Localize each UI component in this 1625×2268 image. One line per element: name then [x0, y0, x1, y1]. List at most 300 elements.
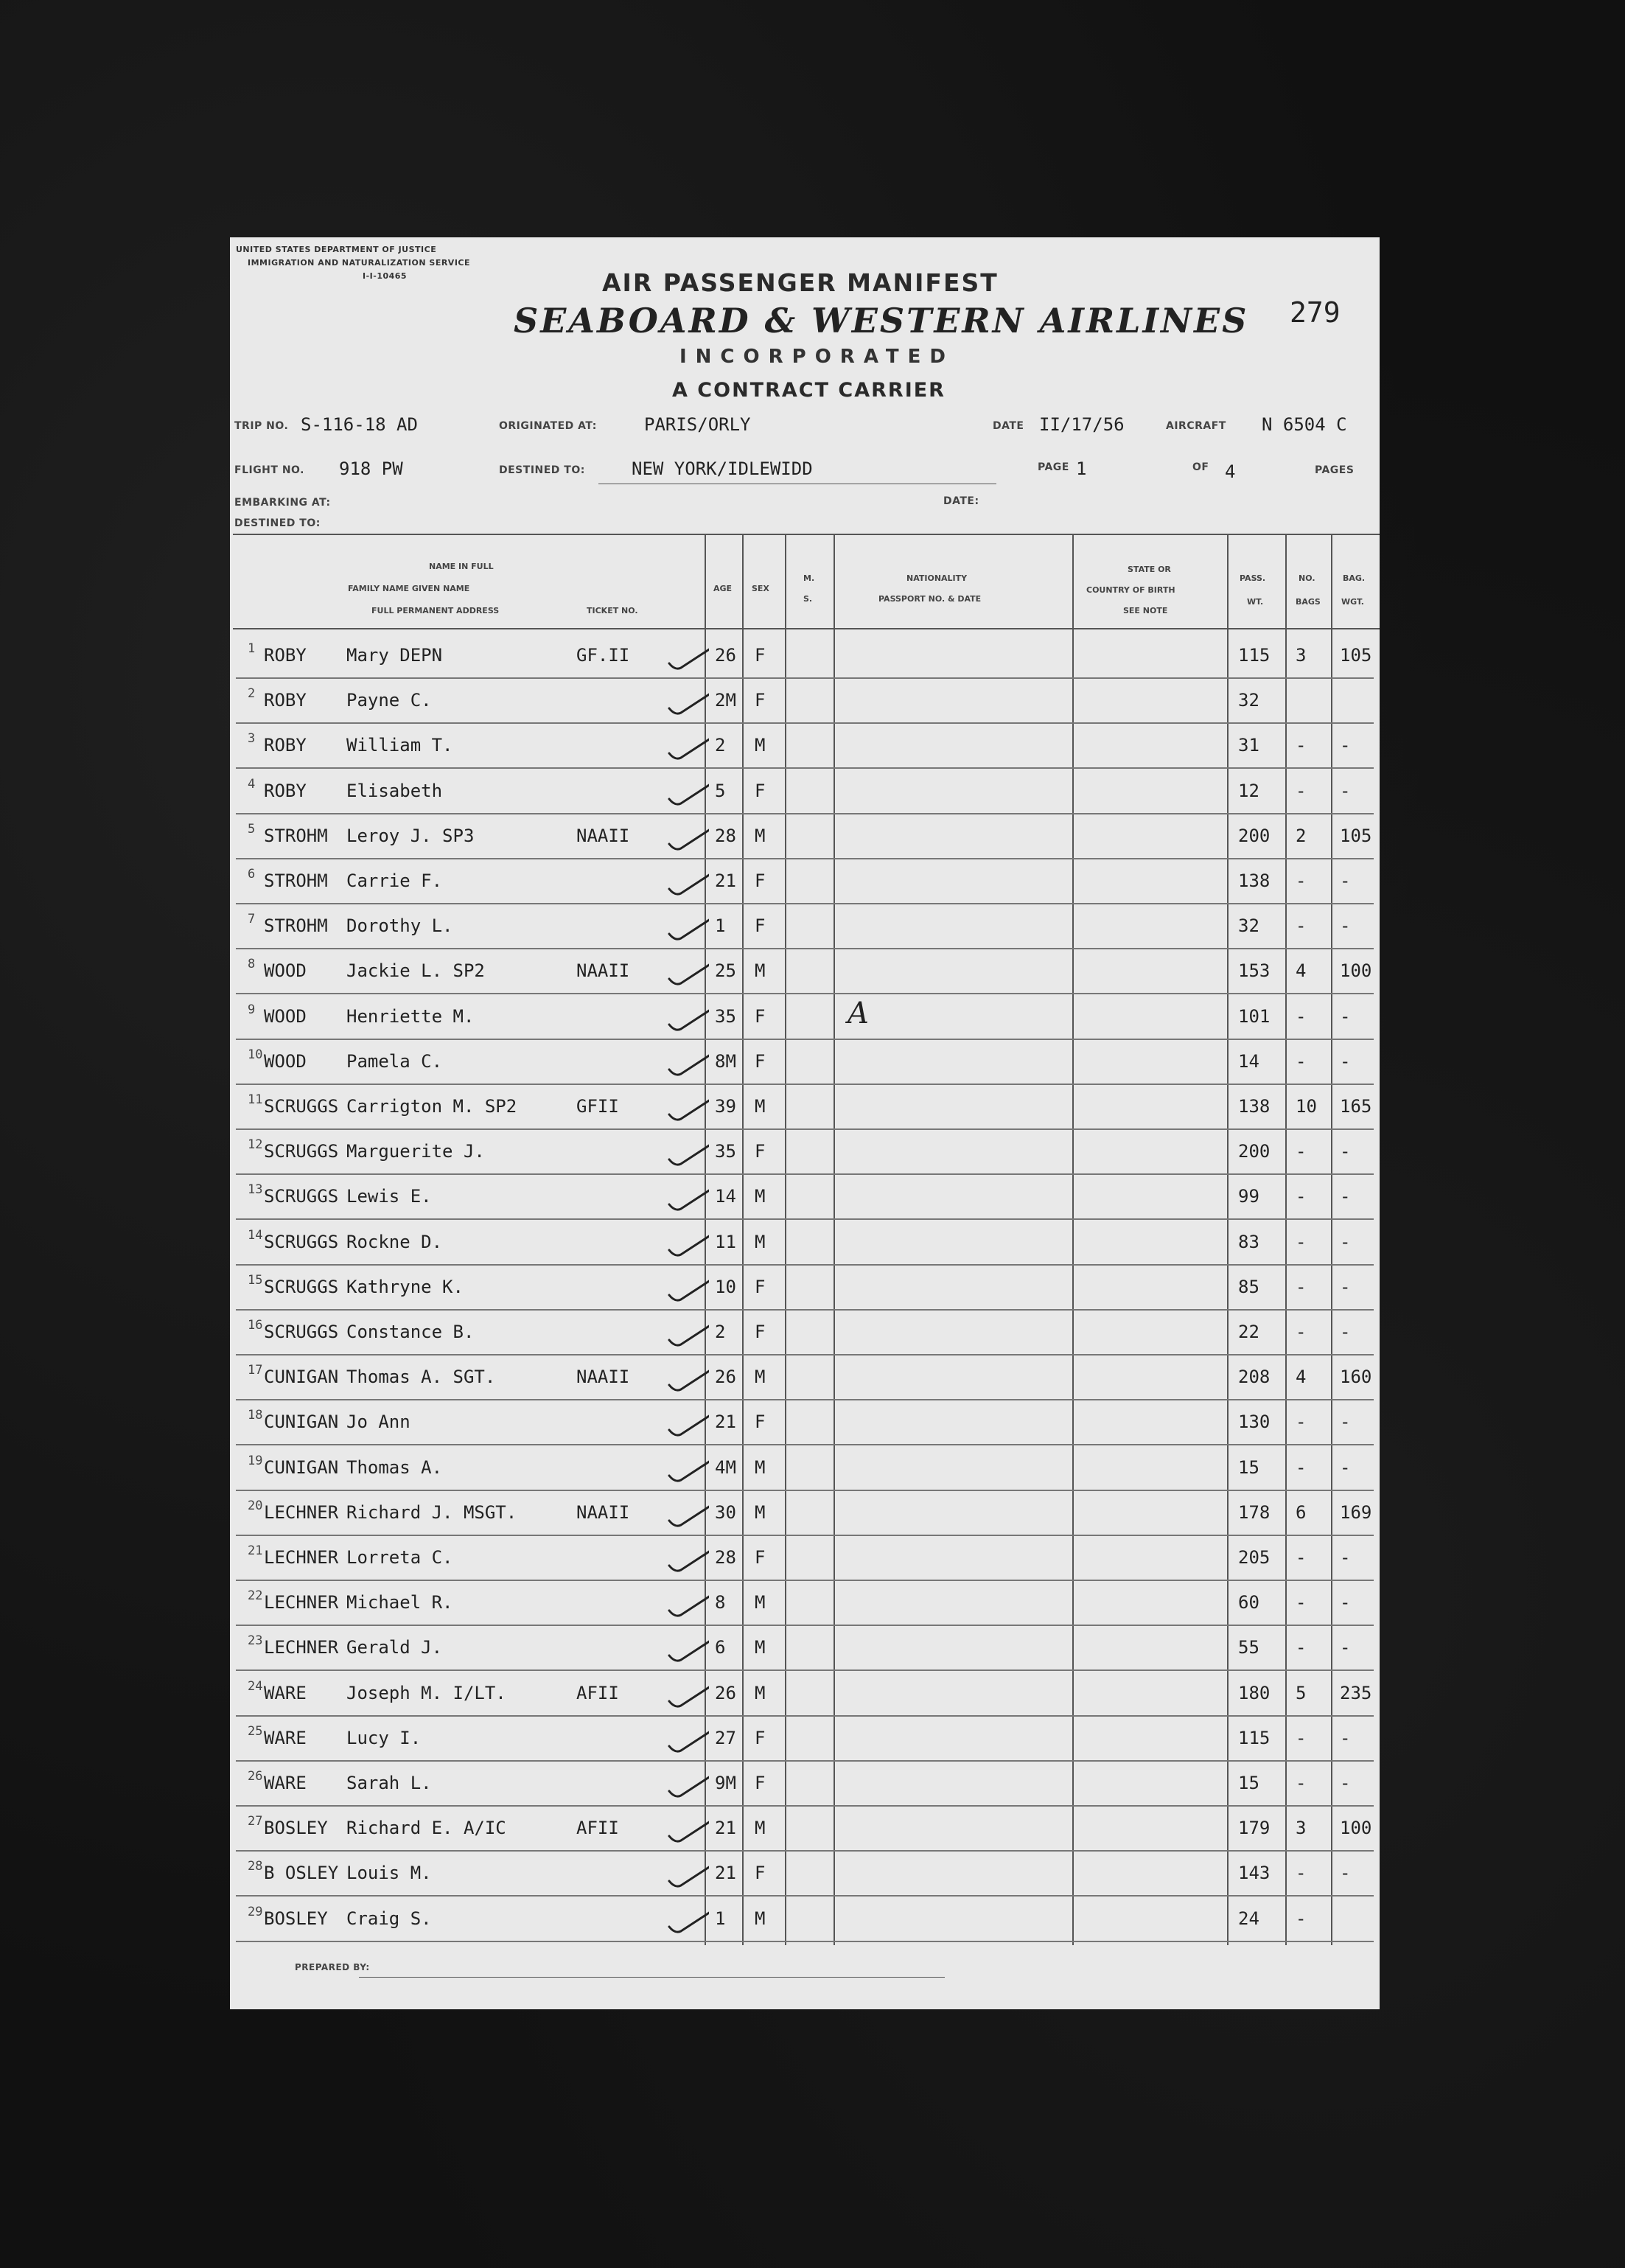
row-number: 14: [248, 1227, 263, 1243]
given-name: Dorothy L.: [346, 915, 453, 937]
check-mark-icon: [665, 1676, 709, 1713]
pass-wt-value: 24: [1238, 1908, 1259, 1929]
sex-value: F: [755, 1412, 766, 1433]
age-value: 39: [715, 1096, 736, 1117]
age-value: 35: [715, 1005, 736, 1027]
pages-label: PAGES: [1315, 464, 1355, 476]
bag-wt-value: -: [1340, 1231, 1351, 1252]
pass-wt-value: 143: [1238, 1863, 1271, 1884]
table-row: [230, 1175, 1380, 1220]
given-name: Sarah L.: [346, 1773, 432, 1793]
bags-value: -: [1296, 1456, 1307, 1478]
given-name: Pamela C.: [346, 1050, 443, 1072]
check-mark-icon: [665, 1134, 709, 1171]
sex-value: M: [755, 1231, 766, 1252]
destined2-label: DESTINED TO:: [234, 517, 321, 529]
family-name: CUNIGAN: [264, 1367, 339, 1388]
trip-label: TRIP NO.: [234, 420, 289, 432]
check-mark-icon: [665, 1721, 709, 1758]
row-number: 5: [248, 821, 256, 837]
age-value: 1: [715, 1908, 726, 1929]
family-name: SCRUGGS: [264, 1096, 339, 1117]
check-mark-icon: [665, 1044, 709, 1081]
bags-value: -: [1296, 1005, 1307, 1027]
family-name: CUNIGAN: [264, 1456, 339, 1478]
manifest-sheet: [230, 237, 1380, 2009]
check-mark-icon: [665, 1179, 709, 1216]
age-value: 10: [715, 1276, 736, 1297]
family-name: STROHM: [264, 915, 328, 937]
row-number: 1: [248, 641, 256, 656]
age-value: 8M: [715, 1050, 736, 1072]
bags-value: -: [1296, 1412, 1307, 1433]
age-value: 2: [715, 1322, 726, 1342]
age-value: 21: [715, 870, 736, 891]
bag-wt-value: -: [1340, 915, 1351, 937]
given-name: Carrigton M. SP2: [346, 1096, 517, 1117]
bag-wt-value: 105: [1340, 825, 1372, 846]
family-name: STROHM: [264, 825, 328, 846]
table-row: [230, 1130, 1380, 1175]
family-name: SCRUGGS: [264, 1231, 339, 1252]
pass-wt-value: 15: [1238, 1773, 1259, 1793]
check-mark-icon: [665, 1405, 709, 1442]
table-row: [230, 634, 1380, 679]
bags-value: -: [1296, 870, 1307, 891]
age-value: 1: [715, 915, 726, 937]
ticket-class: GF.II: [576, 645, 630, 666]
check-mark-icon: [665, 1225, 709, 1262]
table-row: [230, 770, 1380, 814]
sex-value: M: [755, 1682, 766, 1703]
bags-value: 2: [1296, 825, 1307, 846]
table-row: [230, 1085, 1380, 1130]
header-bottom-rule: [233, 534, 1380, 535]
check-mark-icon: [665, 954, 709, 991]
given-name: Michael R.: [346, 1592, 453, 1613]
given-name: Thomas A.: [346, 1456, 443, 1478]
col-state-line2: COUNTRY OF BIRTH: [1086, 585, 1175, 595]
age-value: 11: [715, 1231, 736, 1252]
row-number: 6: [248, 867, 256, 882]
pass-wt-value: 99: [1238, 1186, 1259, 1207]
row-number: 27: [248, 1814, 263, 1829]
bag-wt-value: -: [1340, 1005, 1351, 1027]
table-row: [230, 904, 1380, 949]
given-name: Lewis E.: [346, 1186, 432, 1207]
check-mark-icon: [665, 864, 709, 901]
sex-value: M: [755, 735, 766, 756]
of-label: OF: [1192, 461, 1209, 473]
col-ms-line2: S.: [803, 594, 813, 604]
given-name: Henriette M.: [346, 1005, 475, 1027]
check-mark-icon: [665, 999, 709, 1036]
family-name: ROBY: [264, 780, 307, 801]
bags-value: 3: [1296, 1818, 1307, 1839]
contract-carrier-label: A CONTRACT CARRIER: [672, 379, 946, 402]
sex-value: F: [755, 915, 766, 937]
ticket-class: NAAII: [576, 1367, 630, 1388]
sex-value: M: [755, 1456, 766, 1478]
bags-value: -: [1296, 1773, 1307, 1793]
bags-value: 4: [1296, 960, 1307, 982]
bag-wt-value: -: [1340, 1592, 1351, 1613]
ticket-class: AFII: [576, 1682, 619, 1703]
col-ticket: TICKET NO.: [587, 606, 638, 615]
age-value: 8: [715, 1592, 726, 1613]
manifest-title: AIR PASSENGER MANIFEST: [602, 268, 999, 297]
row-number: 22: [248, 1588, 263, 1604]
family-name: BOSLEY: [264, 1818, 328, 1839]
row-number: 8: [248, 957, 256, 972]
row-number: 4: [248, 776, 256, 792]
ticket-class: NAAII: [576, 960, 630, 982]
of-value: 4: [1225, 461, 1236, 482]
pass-wt-value: 138: [1238, 870, 1271, 891]
check-mark-icon: [665, 1585, 709, 1622]
sex-value: M: [755, 960, 766, 982]
check-mark-icon: [665, 1630, 709, 1667]
pass-wt-value: 31: [1238, 735, 1259, 756]
page-label: PAGE: [1038, 461, 1069, 473]
bag-wt-value: -: [1340, 1727, 1351, 1748]
check-mark-icon: [665, 1856, 709, 1893]
age-value: 25: [715, 960, 736, 982]
given-name: Rockne D.: [346, 1231, 443, 1252]
check-mark-icon: [665, 1766, 709, 1803]
ticket-class: GFII: [576, 1096, 619, 1117]
prepared-by-line: [359, 1977, 945, 1978]
table-row: [230, 1852, 1380, 1897]
table-row: [230, 859, 1380, 904]
row-number: 3: [248, 731, 256, 747]
sex-value: F: [755, 1050, 766, 1072]
row-number: 23: [248, 1633, 263, 1649]
given-name: Kathryne K.: [346, 1276, 464, 1297]
given-name: Craig S.: [346, 1908, 432, 1929]
pass-wt-value: 208: [1238, 1367, 1271, 1388]
bag-wt-value: -: [1340, 1412, 1351, 1433]
col-ms-line1: M.: [803, 573, 815, 583]
bags-value: 3: [1296, 645, 1307, 666]
family-name: WOOD: [264, 1005, 307, 1027]
age-value: 35: [715, 1141, 736, 1162]
family-name: LECHNER: [264, 1637, 339, 1658]
bags-value: 5: [1296, 1682, 1307, 1703]
table-row: [230, 1221, 1380, 1266]
col-name-line2: FAMILY NAME GIVEN NAME: [348, 584, 470, 593]
bag-wt-value: -: [1340, 1050, 1351, 1072]
sex-value: F: [755, 645, 766, 666]
pass-wt-value: 138: [1238, 1096, 1271, 1117]
sex-value: F: [755, 690, 766, 711]
bag-wt-value: -: [1340, 1276, 1351, 1297]
family-name: LECHNER: [264, 1592, 339, 1613]
col-wt-line1: PASS.: [1240, 573, 1266, 583]
given-name: William T.: [346, 735, 453, 756]
row-number: 17: [248, 1363, 263, 1378]
pass-wt-value: 153: [1238, 960, 1271, 982]
date-label: DATE: [993, 420, 1024, 432]
aircraft-label: AIRCRAFT: [1166, 420, 1226, 432]
origin-label: ORIGINATED AT:: [499, 420, 597, 432]
check-mark-icon: [665, 1360, 709, 1397]
row-number: 28: [248, 1859, 263, 1874]
family-name: BOSLEY: [264, 1908, 328, 1929]
table-row: [230, 1762, 1380, 1807]
pass-wt-value: 85: [1238, 1276, 1259, 1297]
pass-wt-value: 180: [1238, 1682, 1271, 1703]
family-name: CUNIGAN: [264, 1412, 339, 1433]
col-bags-line2: BAGS: [1296, 597, 1321, 607]
pass-wt-value: 115: [1238, 645, 1271, 666]
flight-label: FLIGHT NO.: [234, 464, 304, 476]
row-number: 2: [248, 686, 256, 702]
sex-value: M: [755, 825, 766, 846]
table-row: [230, 1717, 1380, 1762]
sex-value: M: [755, 1592, 766, 1613]
row-number: 20: [248, 1498, 263, 1513]
bags-value: -: [1296, 1727, 1307, 1748]
age-value: 30: [715, 1501, 736, 1523]
row-number: 18: [248, 1408, 263, 1423]
age-value: 6: [715, 1637, 726, 1658]
sex-value: M: [755, 1501, 766, 1523]
bag-wt-value: -: [1340, 1863, 1351, 1884]
family-name: SCRUGGS: [264, 1186, 339, 1207]
table-row: [230, 1536, 1380, 1581]
bags-value: -: [1296, 1322, 1307, 1342]
bag-wt-value: 100: [1340, 1818, 1372, 1839]
table-row: [230, 1672, 1380, 1717]
pass-wt-value: 101: [1238, 1005, 1271, 1027]
given-name: Payne C.: [346, 690, 432, 711]
given-name: Carrie F.: [346, 870, 443, 891]
row-number: 24: [248, 1678, 263, 1694]
given-name: Thomas A. SGT.: [346, 1367, 496, 1388]
table-row: [230, 995, 1380, 1040]
sex-value: F: [755, 1005, 766, 1027]
embark-date-label: DATE:: [943, 495, 979, 507]
sex-value: M: [755, 1186, 766, 1207]
age-value: 4M: [715, 1456, 736, 1478]
sex-value: F: [755, 1773, 766, 1793]
bags-value: -: [1296, 1592, 1307, 1613]
bags-value: -: [1296, 780, 1307, 801]
table-row: [230, 1040, 1380, 1085]
check-mark-icon: [665, 1270, 709, 1307]
table-row: [230, 1807, 1380, 1852]
sex-value: M: [755, 1637, 766, 1658]
origin-value: PARIS/ORLY: [644, 414, 751, 435]
family-name: SCRUGGS: [264, 1141, 339, 1162]
row-number: 15: [248, 1272, 263, 1288]
pass-wt-value: 12: [1238, 780, 1259, 801]
row-number: 26: [248, 1769, 263, 1784]
given-name: Louis M.: [346, 1863, 432, 1884]
given-name: Richard E. A/IC: [346, 1818, 506, 1839]
sex-value: F: [755, 1727, 766, 1748]
col-sex: SEX: [752, 584, 769, 593]
pass-wt-value: 14: [1238, 1050, 1259, 1072]
page-value: 1: [1076, 458, 1087, 479]
check-mark-icon: [665, 638, 709, 675]
pass-wt-value: 15: [1238, 1456, 1259, 1478]
family-name: WARE: [264, 1682, 307, 1703]
family-name: LECHNER: [264, 1501, 339, 1523]
pass-wt-value: 178: [1238, 1501, 1271, 1523]
given-name: Mary DEPN: [346, 645, 443, 666]
given-name: Constance B.: [346, 1322, 475, 1342]
bag-wt-value: -: [1340, 1456, 1351, 1478]
bag-wt-value: -: [1340, 1322, 1351, 1342]
embarking-label: EMBARKING AT:: [234, 497, 331, 509]
pass-wt-value: 83: [1238, 1231, 1259, 1252]
bags-value: -: [1296, 1186, 1307, 1207]
sex-value: M: [755, 1818, 766, 1839]
col-nat-line1: NATIONALITY: [906, 573, 968, 583]
given-name: Leroy J. SP3: [346, 825, 475, 846]
table-row: [230, 1400, 1380, 1445]
pass-wt-value: 130: [1238, 1412, 1271, 1433]
family-name: WOOD: [264, 960, 307, 982]
bag-wt-value: -: [1340, 735, 1351, 756]
table-row: [230, 814, 1380, 859]
bags-value: -: [1296, 1863, 1307, 1884]
form-id-line3: I-I-10465: [363, 271, 408, 281]
row-number: 19: [248, 1453, 263, 1468]
age-value: 21: [715, 1412, 736, 1433]
row-number: 21: [248, 1543, 263, 1558]
age-value: 21: [715, 1818, 736, 1839]
age-value: 26: [715, 1682, 736, 1703]
bags-value: 4: [1296, 1367, 1307, 1388]
col-wt-line2: WT.: [1247, 597, 1264, 607]
given-name: Lorreta C.: [346, 1547, 453, 1568]
row-number: 29: [248, 1904, 263, 1919]
table-row: [230, 1581, 1380, 1626]
given-name: Richard J. MSGT.: [346, 1501, 517, 1523]
pass-wt-value: 115: [1238, 1727, 1271, 1748]
airline-name: SEABOARD & WESTERN AIRLINES: [514, 301, 1249, 341]
age-value: 2M: [715, 690, 736, 711]
sex-value: M: [755, 1908, 766, 1929]
ticket-class: AFII: [576, 1818, 619, 1839]
row-number: 12: [248, 1137, 263, 1153]
sex-value: M: [755, 1096, 766, 1117]
col-bagwt-line2: WGT.: [1341, 597, 1364, 607]
check-mark-icon: [665, 774, 709, 811]
pass-wt-value: 179: [1238, 1818, 1271, 1839]
row-number: 10: [248, 1047, 263, 1062]
col-state-line3: SEE NOTE: [1123, 606, 1168, 615]
given-name: Joseph M. I/LT.: [346, 1682, 506, 1703]
check-mark-icon: [665, 683, 709, 720]
date-value: II/17/56: [1039, 414, 1125, 435]
bag-wt-value: 100: [1340, 960, 1372, 982]
family-name: LECHNER: [264, 1547, 339, 1568]
row-number: 11: [248, 1092, 263, 1107]
bags-value: -: [1296, 1141, 1307, 1162]
age-value: 5: [715, 780, 726, 801]
age-value: 2: [715, 735, 726, 756]
given-name: Marguerite J.: [346, 1141, 485, 1162]
given-name: Jo Ann: [346, 1412, 410, 1433]
pass-wt-value: 200: [1238, 825, 1271, 846]
age-value: 21: [715, 1863, 736, 1884]
row-number: 13: [248, 1182, 263, 1198]
bag-wt-value: -: [1340, 1773, 1351, 1793]
bag-wt-value: -: [1340, 1186, 1351, 1207]
age-value: 28: [715, 825, 736, 846]
check-mark-icon: [665, 728, 709, 765]
row-number: 16: [248, 1318, 263, 1333]
bag-wt-value: 169: [1340, 1501, 1372, 1523]
check-mark-icon: [665, 1541, 709, 1577]
check-mark-icon: [665, 1902, 709, 1939]
col-state-line1: STATE OR: [1128, 565, 1171, 574]
age-value: 26: [715, 1367, 736, 1388]
bags-value: -: [1296, 1908, 1307, 1929]
sex-value: F: [755, 1141, 766, 1162]
bag-wt-value: -: [1340, 870, 1351, 891]
bags-value: -: [1296, 915, 1307, 937]
trip-value: S-116-18 AD: [301, 414, 418, 435]
row-number: 9: [248, 1002, 256, 1017]
check-mark-icon: [665, 819, 709, 856]
bag-wt-value: 235: [1340, 1682, 1372, 1703]
family-name: ROBY: [264, 690, 307, 711]
age-value: 27: [715, 1727, 736, 1748]
sex-value: F: [755, 870, 766, 891]
nationality-mark: A: [848, 996, 869, 1030]
aircraft-value: N 6504 C: [1262, 414, 1347, 435]
family-name: WARE: [264, 1773, 307, 1793]
ticket-class: NAAII: [576, 1501, 630, 1523]
family-name: ROBY: [264, 645, 307, 666]
bag-wt-value: 165: [1340, 1096, 1372, 1117]
bags-value: -: [1296, 1231, 1307, 1252]
bag-wt-value: 160: [1340, 1367, 1372, 1388]
col-name-line3: FULL PERMANENT ADDRESS: [371, 606, 500, 615]
bags-value: 10: [1296, 1096, 1317, 1117]
check-mark-icon: [665, 1451, 709, 1487]
table-row: [230, 1355, 1380, 1400]
family-name: WARE: [264, 1727, 307, 1748]
sex-value: F: [755, 1322, 766, 1342]
row-number: 7: [248, 912, 256, 927]
table-row: [230, 1897, 1380, 1942]
bag-wt-value: -: [1340, 780, 1351, 801]
col-name-line1: NAME IN FULL: [429, 562, 494, 571]
table-row: [230, 1446, 1380, 1491]
family-name: ROBY: [264, 735, 307, 756]
age-value: 26: [715, 645, 736, 666]
bags-value: -: [1296, 1637, 1307, 1658]
table-row: [230, 949, 1380, 994]
col-bags-line1: NO.: [1299, 573, 1315, 583]
age-value: 14: [715, 1186, 736, 1207]
pass-wt-value: 32: [1238, 915, 1259, 937]
pass-wt-value: 205: [1238, 1547, 1271, 1568]
age-value: 9M: [715, 1773, 736, 1793]
pass-wt-value: 200: [1238, 1141, 1271, 1162]
table-row: [230, 724, 1380, 769]
bags-value: -: [1296, 735, 1307, 756]
pass-wt-value: 32: [1238, 690, 1259, 711]
check-mark-icon: [665, 1496, 709, 1532]
col-nat-line2: PASSPORT NO. & DATE: [878, 594, 982, 604]
